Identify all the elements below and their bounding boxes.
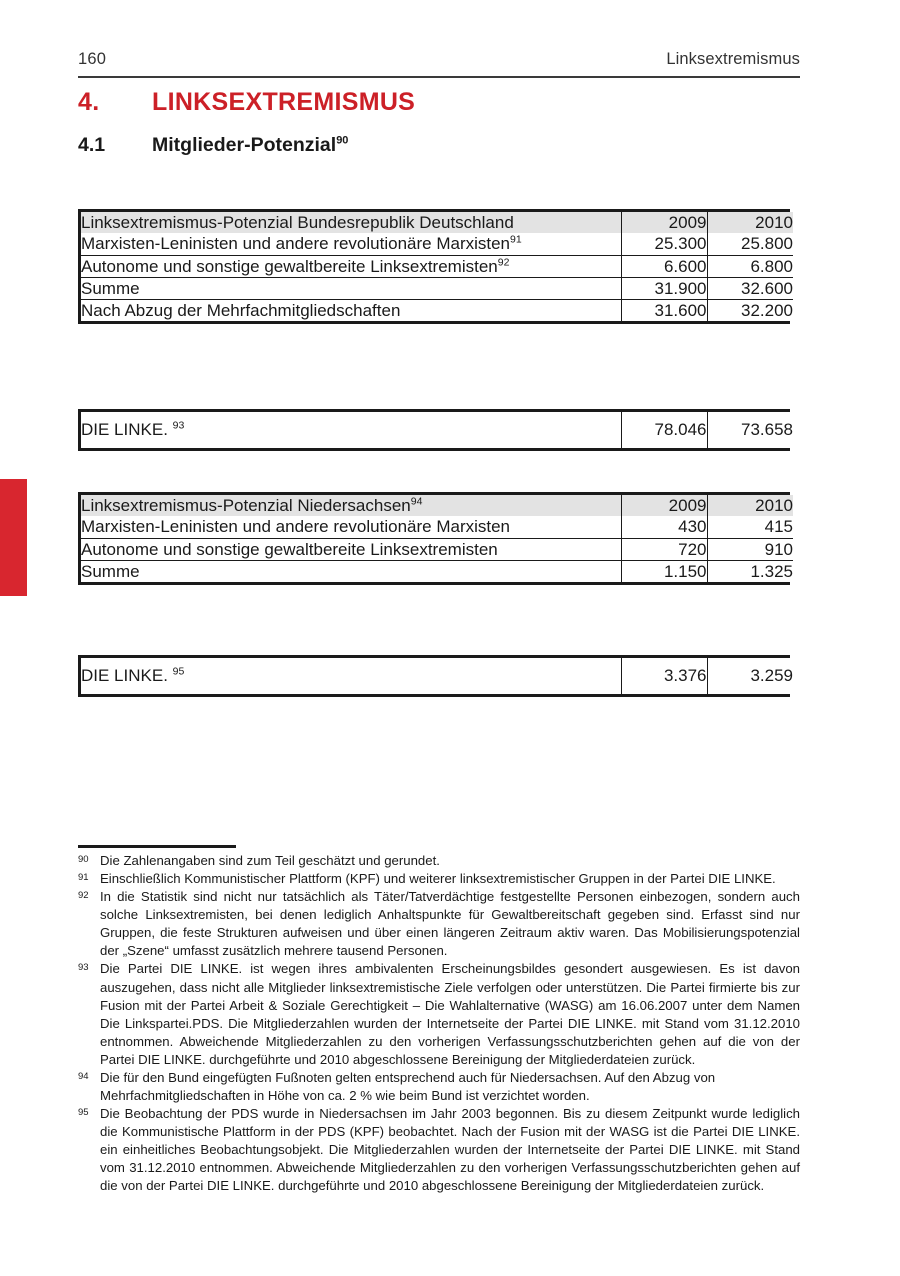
- table-header-year-2010: 2010: [707, 212, 793, 233]
- table-row: [81, 255, 793, 277]
- section-title-wrap: [152, 134, 348, 157]
- row-footnote-marker: 93: [172, 419, 185, 432]
- footnote-marker: 94: [78, 1070, 89, 1082]
- table-header-label-bold: Linksextremismus-Potenzial Niedersachs: [81, 496, 392, 515]
- row-label: Marxisten-Leninisten und andere revolutionäre Marxisten: [81, 516, 621, 538]
- footnote-marker: 93: [78, 962, 89, 974]
- row-value-2010: 32.200: [707, 300, 793, 322]
- row-value-2010: 6.800: [707, 255, 793, 277]
- table-header-year-2010: 2010: [707, 495, 793, 516]
- row-value-2010: 3.259: [707, 658, 793, 694]
- footnote-text: Die für den Bund eingefügten Fußnoten gelten entsprechend auch für Niedersachsen. Auf den Abzug von Mehrfachmitgliedschaften in Höhe von ca. 2 % wie beim Bund ist verzichtet worden.: [100, 1069, 716, 1104]
- table-header-year-2009: 2009: [621, 212, 707, 233]
- row-label: Autonome und sonstige gewaltbereite Linksextremisten: [81, 538, 621, 560]
- row-value-2010: 910: [707, 538, 793, 560]
- footnote-marker: 95: [78, 1107, 89, 1119]
- row-label: [81, 300, 621, 322]
- table-die-linke-niedersachsen: [78, 655, 793, 697]
- chapter-title: LINKSEXTREMISMUS: [152, 88, 416, 116]
- table-linksextremismus-potenzial-niedersachsen: [78, 492, 793, 585]
- row-value-2009: 31.900: [621, 277, 707, 299]
- footnote-item: [78, 852, 800, 870]
- row-label-text: Summe: [81, 278, 140, 298]
- table-row: [81, 412, 793, 448]
- row-label: [81, 255, 621, 277]
- footnote-text: In die Statistik sind nicht nur tatsächlich als Täter/Tatverdächtige festgestellte Personen einbezogen, sondern auch solche Linksextremisten, bei denen lediglich Anhaltspunkte für Gewaltbereitschaft gegeben sind. Erfasst sind nur Gruppen, die feste Strukturen aufweisen und über einen längeren Zeitraum aktiv waren. Das Mobilisierungspotenzial der „Szene“ umfasst zusätzlich mehrere tausend Personen.: [100, 889, 800, 959]
- table-row: [81, 538, 793, 560]
- table-header-year-2009: 2009: [621, 495, 707, 516]
- footnote-marker: 90: [78, 854, 89, 865]
- row-label-text: DIE LINKE.: [81, 420, 168, 439]
- table-header-label: Linksextremismus-Potenzial Bundesrepublik Deutschland: [81, 212, 621, 233]
- section-number: 4.1: [78, 134, 106, 156]
- row-label: [81, 233, 621, 255]
- table-header-row: [81, 495, 793, 516]
- row-value-2010: 25.800: [707, 233, 793, 255]
- footnote-separator: [78, 845, 236, 848]
- row-label: [81, 658, 621, 694]
- row-value-2010: 1.325: [707, 560, 793, 582]
- page-number: 160: [78, 50, 107, 68]
- table-row: [81, 277, 793, 299]
- table-row: [81, 300, 793, 322]
- chapter-number: 4.: [78, 88, 100, 116]
- table-row: [81, 233, 793, 255]
- row-value-2009: 78.046: [621, 412, 707, 448]
- section-footnote-marker: 90: [336, 134, 349, 147]
- table-row: [81, 658, 793, 694]
- row-value-2009: 31.600: [621, 300, 707, 322]
- footnote-text: Die Partei DIE LINKE. ist wegen ihres ambivalenten Erscheinungsbildes gesondert ausgewiesen. Es ist davon auszugehen, dass nicht alle Mitglieder linksextremistische Ziele verfolgen oder unterstützen. Die Partei firmierte bis zur Fusion mit der Partei Arbeit & Soziale Gerechtigkeit – Die Wahlalternative (WASG) am 16.06.2007 unter dem Namen Die Linkspartei.PDS. Die Mitgliederzahlen wurden der Internetseite der Partei DIE LINKE. mit Stand vom 31.12.2010 entnommen. Abweichende Mitgliederzahlen zu den vorherigen Verfassungsschutzberichten gehen auf die von der Partei DIE LINKE. durchgeführte und 2010 abgeschlossene Bereinigung der Mitgliederdateien zurück.: [100, 961, 800, 1067]
- footnote-item: [78, 960, 800, 1068]
- footnote-text: Die Beobachtung der PDS wurde in Niedersachsen im Jahr 2003 begonnen. Bis zu diesem Zeitpunkt wurde lediglich die Kommunistische Plattform in der PDS (KPF) beobachtet. Nach der Fusion mit der WASG ist die Partei DIE LINKE. ein einheitliches Beobachtungsobjekt. Die Mitgliederzahlen wurden der Internetseite der Partei DIE LINKE. mit Stand vom 31.12.2010 entnommen. Abweichende Mitgliederzahlen zu den vorherigen Verfassungsschutzberichten gehen auf die von der Partei DIE LINKE. durchgeführte und 2010 abgeschlossene Bereinigung der Mitgliederdateien zurück.: [100, 1106, 800, 1194]
- table-header-label-regular: en: [391, 496, 411, 515]
- chapter-color-tab: [0, 479, 27, 596]
- row-value-2009: 430: [621, 516, 707, 538]
- footnote-item: [78, 1069, 800, 1105]
- row-label-text: Nach Abzug der Mehrfachmitgliedschaften: [81, 301, 401, 320]
- footnote-item: [78, 870, 800, 888]
- row-value-2010: 415: [707, 516, 793, 538]
- footnote-marker: 92: [78, 890, 89, 902]
- row-label: [81, 277, 621, 299]
- table-header-row: [81, 212, 793, 233]
- row-value-2009: 3.376: [621, 658, 707, 694]
- table-row: [81, 516, 793, 538]
- row-value-2009: 1.150: [621, 560, 707, 582]
- table-row: [81, 560, 793, 582]
- footnote-marker: 91: [78, 872, 89, 884]
- footnote-list: [78, 852, 800, 1195]
- row-value-2009: 6.600: [621, 255, 707, 277]
- row-footnote-marker: 95: [172, 665, 185, 678]
- table-linksextremismus-potenzial-bund: [78, 209, 793, 324]
- header-divider: [78, 76, 800, 78]
- row-value-2009: 25.300: [621, 233, 707, 255]
- page-header: [78, 50, 800, 69]
- running-head: Linksextremismus: [666, 50, 800, 68]
- chapter-heading: [78, 88, 800, 117]
- table-header-footnote-marker: 94: [410, 495, 423, 508]
- footnote-item: [78, 1105, 800, 1195]
- row-footnote-marker: 92: [497, 255, 510, 268]
- footnote-item: [78, 888, 800, 960]
- footnote-text: Einschließlich Kommunistischer Plattform (KPF) und weiterer linksextremistischer Gruppen in der Partei DIE LINKE.: [100, 871, 776, 887]
- row-value-2010: 32.600: [707, 277, 793, 299]
- row-label-text: Marxisten-Leninisten und andere revolutionäre Marxisten: [81, 234, 511, 254]
- row-footnote-marker: 91: [510, 233, 522, 246]
- row-label-text: Autonome und sonstige gewaltbereite Linksextremisten: [81, 256, 498, 276]
- row-value-2010: 73.658: [707, 412, 793, 448]
- section-title: Mitglieder-Potenzial: [152, 134, 337, 156]
- row-label: Summe: [81, 560, 621, 582]
- row-value-2009: 720: [621, 538, 707, 560]
- footnote-text: Die Zahlenangaben sind zum Teil geschätzt und gerundet.: [100, 853, 440, 868]
- section-heading: [78, 134, 800, 157]
- row-label-text: DIE LINKE.: [81, 666, 168, 685]
- table-header-label: [81, 495, 621, 516]
- table-die-linke-bund: [78, 409, 793, 451]
- row-label: [81, 412, 621, 448]
